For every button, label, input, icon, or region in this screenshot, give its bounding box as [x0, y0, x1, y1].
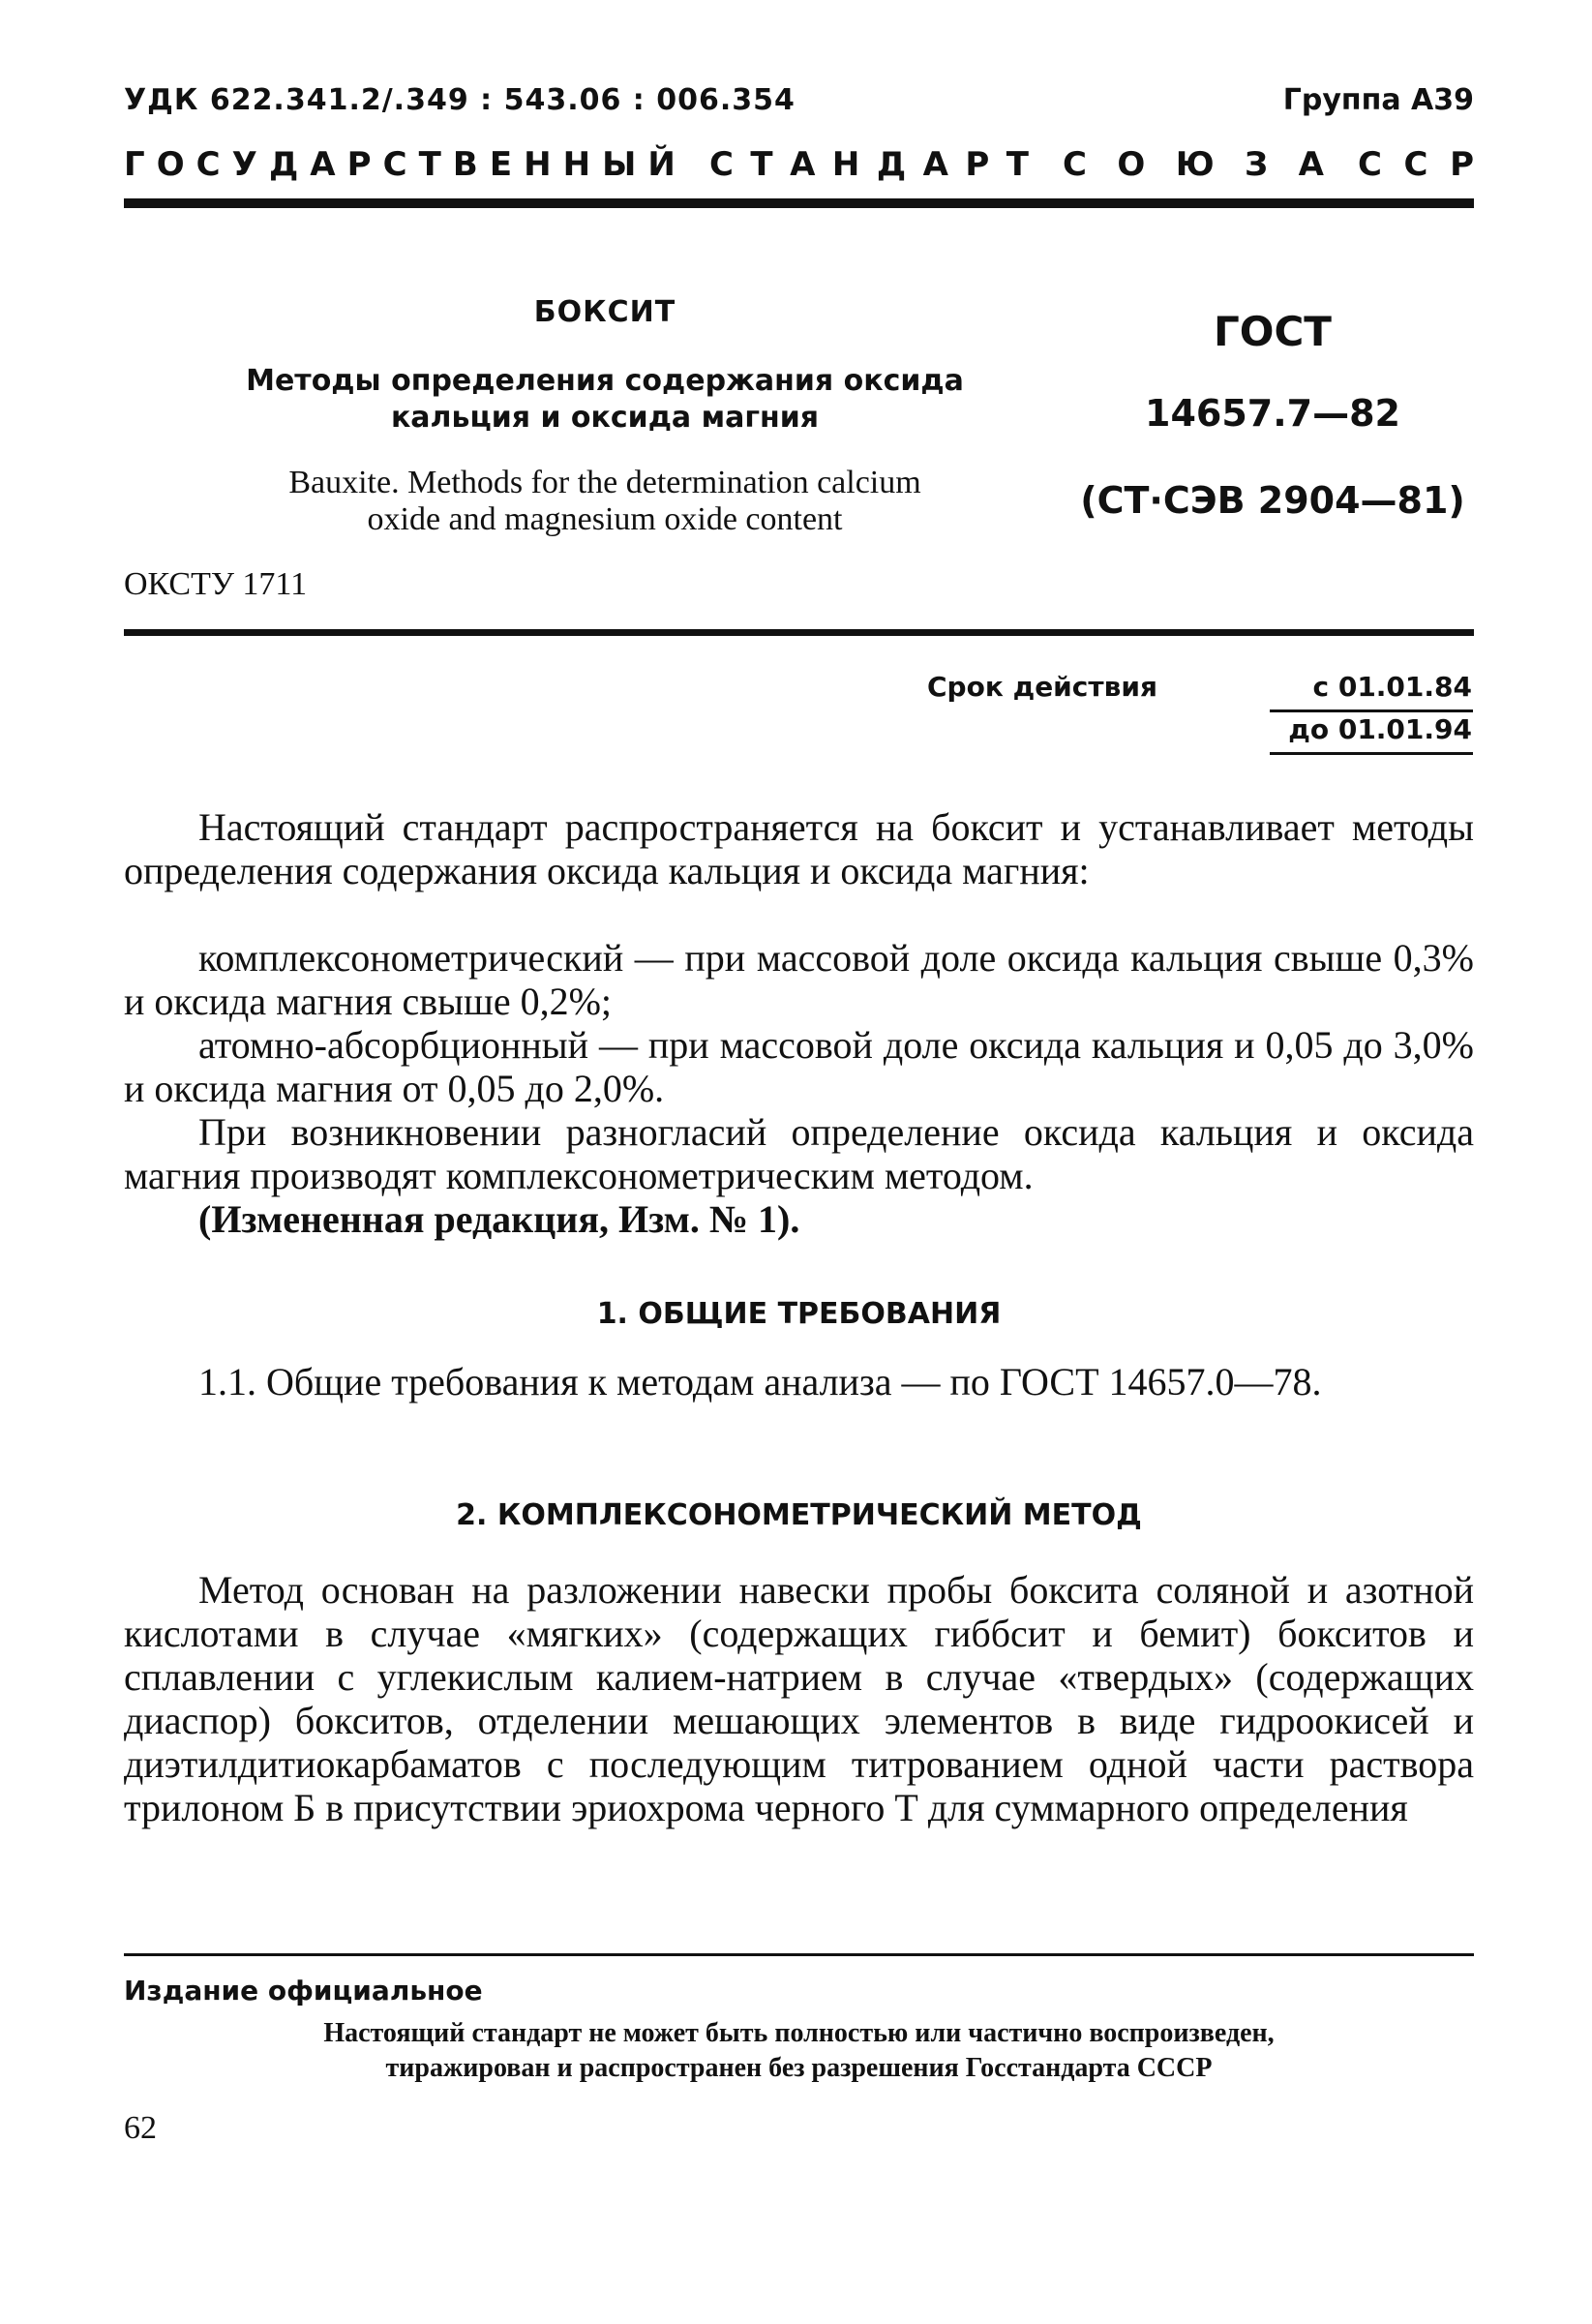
masthead-letter: А	[790, 145, 816, 184]
masthead-word-3	[1063, 145, 1324, 184]
masthead-letter: С	[1063, 145, 1087, 184]
masthead-letter: Г	[124, 145, 145, 184]
masthead-letter: Н	[831, 145, 860, 184]
masthead	[124, 145, 1474, 184]
masthead-letter: В	[452, 145, 478, 184]
udk-code: УДК 622.341.2/.349 : 543.06 : 006.354	[124, 83, 796, 117]
masthead-letter: Т	[1006, 145, 1029, 184]
title-english	[194, 465, 1016, 538]
masthead-letter: А	[922, 145, 948, 184]
masthead-letter: Ы	[602, 145, 637, 184]
masthead-word-4	[1358, 145, 1474, 184]
masthead-letter: У	[231, 145, 257, 184]
intro-paragraph-3: атомно-абсорбционный — при массовой доле оксида кальция и 0,05 до 3,0% и оксида магния от 0,05 до 2,0%.	[124, 1023, 1474, 1110]
section-1-paragraph: 1.1. Общие требования к методам анализа — по ГОСТ 14657.0—78.	[198, 1360, 1322, 1403]
masthead-letter: Т	[750, 145, 773, 184]
intro-paragraph-4: При возникновении разногласий определение оксида кальция и оксида магния производят комплексонометрическим методом.	[124, 1110, 1474, 1197]
copyright-note-line-2: тиражирован и распространен без разрешения Госстандарта СССР	[385, 2053, 1213, 2083]
masthead-letter: С	[709, 145, 734, 184]
gost-number: 14657.7—82	[1145, 392, 1400, 435]
copyright-note-line-1: Настоящий стандарт не может быть полностью или частично воспроизведен,	[323, 2018, 1275, 2048]
masthead-letter: Р	[1450, 145, 1474, 184]
masthead-letter: С	[195, 145, 221, 184]
title-english-line-2: oxide and magnesium oxide content	[367, 501, 843, 537]
masthead-letter: З	[1245, 145, 1269, 184]
copyright-note	[124, 2016, 1474, 2086]
masthead-letter: Н	[562, 145, 591, 184]
masthead-letter: С	[382, 145, 407, 184]
gost-label: ГОСТ	[1214, 308, 1332, 355]
title-rule	[124, 629, 1474, 636]
masthead-rule	[124, 198, 1474, 208]
title-english-line-1: Bauxite. Methods for the determination calcium	[288, 465, 921, 500]
validity-rule-1	[1270, 709, 1473, 712]
masthead-word-1	[124, 145, 676, 184]
masthead-letter: А	[310, 145, 336, 184]
official-edition-label: Издание официальное	[124, 1975, 483, 2007]
masthead-letter: Т	[418, 145, 441, 184]
title-russian-line-1: Методы определения содержания оксида	[246, 364, 964, 398]
masthead-letter: О	[156, 145, 185, 184]
masthead-word-2	[709, 145, 1029, 184]
section-2-heading: 2. КОМПЛЕКСОНОМЕТРИЧЕСКИЙ МЕТОД	[456, 1498, 1142, 1532]
masthead-letter: Р	[965, 145, 990, 184]
okstu-code: ОКСТУ 1711	[124, 566, 308, 602]
masthead-letter: С	[1358, 145, 1382, 184]
masthead-letter: Д	[268, 145, 299, 184]
standard-title: БОКСИТ	[533, 295, 676, 329]
section-2-paragraph: Метод основан на разложении навески пробы боксита соляной и азотной кислотами в случае «мягких» (содержащих гиббсит и бемит) бокситов и сплавлении с углекислым калием-натрием в случае «твердых» (содержащих диаспор) бокситов, отделении мешающих элементов в виде гидроокисей и диэтилдитиокарбаматов с последующим титрованием одной части раствора трилоном Б в присутствии эриохрома черного Т для суммарного определения	[124, 1568, 1474, 1829]
intro-paragraph-2: комплексонометрический — при массовой доле оксида кальция свыше 0,3% и оксида магния свыше 0,2%;	[124, 936, 1474, 1023]
masthead-letter: О	[1117, 145, 1146, 184]
masthead-letter: Е	[489, 145, 513, 184]
gost-cev-number: (СТ·СЭВ 2904—81)	[1080, 479, 1465, 522]
page-number: 62	[124, 2110, 157, 2146]
validity-from: с 01.01.84	[1312, 671, 1472, 703]
masthead-letter: С	[1403, 145, 1428, 184]
masthead-letter: Н	[524, 145, 552, 184]
title-russian	[194, 363, 1016, 437]
validity-label: Срок действия	[927, 671, 1157, 703]
intro-paragraph-1: Настоящий стандарт распространяется на боксит и устанавливает методы определения содержания оксида кальция и оксида магния:	[124, 805, 1474, 892]
masthead-letter: Д	[876, 145, 907, 184]
group-code: Группа А39	[1282, 83, 1474, 117]
masthead-letter: Ю	[1175, 145, 1215, 184]
validity-rule-2	[1270, 752, 1473, 755]
masthead-letter: Й	[647, 145, 676, 184]
title-russian-line-2: кальция и оксида магния	[390, 401, 820, 435]
section-1-heading: 1. ОБЩИЕ ТРЕБОВАНИЯ	[596, 1297, 1002, 1331]
validity-to: до 01.01.94	[1288, 713, 1472, 745]
masthead-letter: А	[1298, 145, 1324, 184]
masthead-letter: Р	[346, 145, 372, 184]
footer-rule	[124, 1953, 1474, 1956]
amendment-note: (Измененная редакция, Изм. № 1).	[198, 1197, 800, 1241]
